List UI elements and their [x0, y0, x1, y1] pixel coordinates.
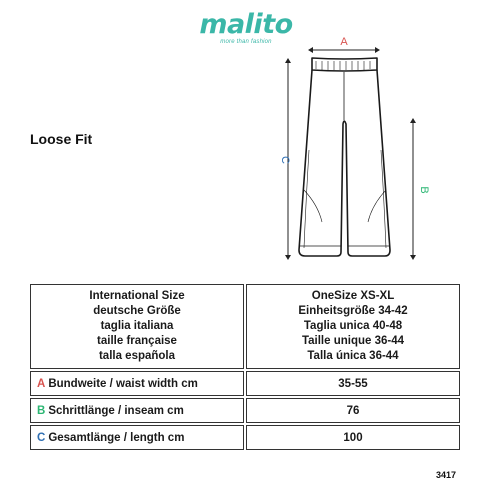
header-right-line: Talla única 36-44 — [307, 350, 399, 362]
pants-outline — [299, 58, 390, 256]
size-system-values — [246, 284, 460, 369]
measure-label-b — [30, 398, 244, 423]
measure-label-a — [30, 371, 244, 396]
header-left-line: taille française — [97, 335, 177, 347]
label-a: A — [340, 36, 348, 48]
table-header-row — [30, 284, 460, 369]
header-right-line: Taglia unica 40-48 — [303, 320, 403, 332]
measure-letter: B — [37, 404, 46, 417]
measure-value-a: 35-55 — [246, 371, 460, 396]
logo-tagline: more than fashion — [220, 39, 272, 45]
logo-wordmark: malito — [199, 9, 293, 40]
measure-text: Schrittlänge / inseam cm — [48, 404, 184, 417]
header-right-line: OneSize XS-XL — [311, 290, 395, 302]
measure-letter: A — [37, 377, 46, 390]
product-code: 3417 — [435, 470, 456, 480]
header-left-line: taglia italiana — [100, 320, 174, 332]
measure-text: Bundweite / waist width cm — [48, 377, 198, 390]
size-system-labels — [30, 284, 244, 369]
label-b: B — [418, 186, 430, 194]
measure-text: Gesamtlänge / length cm — [48, 431, 185, 444]
label-c: C — [279, 156, 291, 164]
measure-value-b: 76 — [246, 398, 460, 423]
table-row — [30, 371, 460, 396]
measure-label-c — [30, 425, 244, 450]
table-row — [30, 425, 460, 450]
header-left-line: talla española — [98, 350, 176, 362]
header-left-line: International Size — [89, 290, 185, 302]
table-row — [30, 398, 460, 423]
measure-value-c: 100 — [246, 425, 460, 450]
header-right-line: Taille unique 36-44 — [301, 335, 405, 347]
measure-letter: C — [37, 431, 46, 444]
size-table — [28, 282, 462, 452]
header-left-line: deutsche Größe — [93, 305, 181, 317]
inseam-arrow — [410, 118, 416, 260]
header-right-line: Einheitsgröße 34-42 — [298, 305, 408, 317]
fit-title: Loose Fit — [30, 131, 93, 147]
